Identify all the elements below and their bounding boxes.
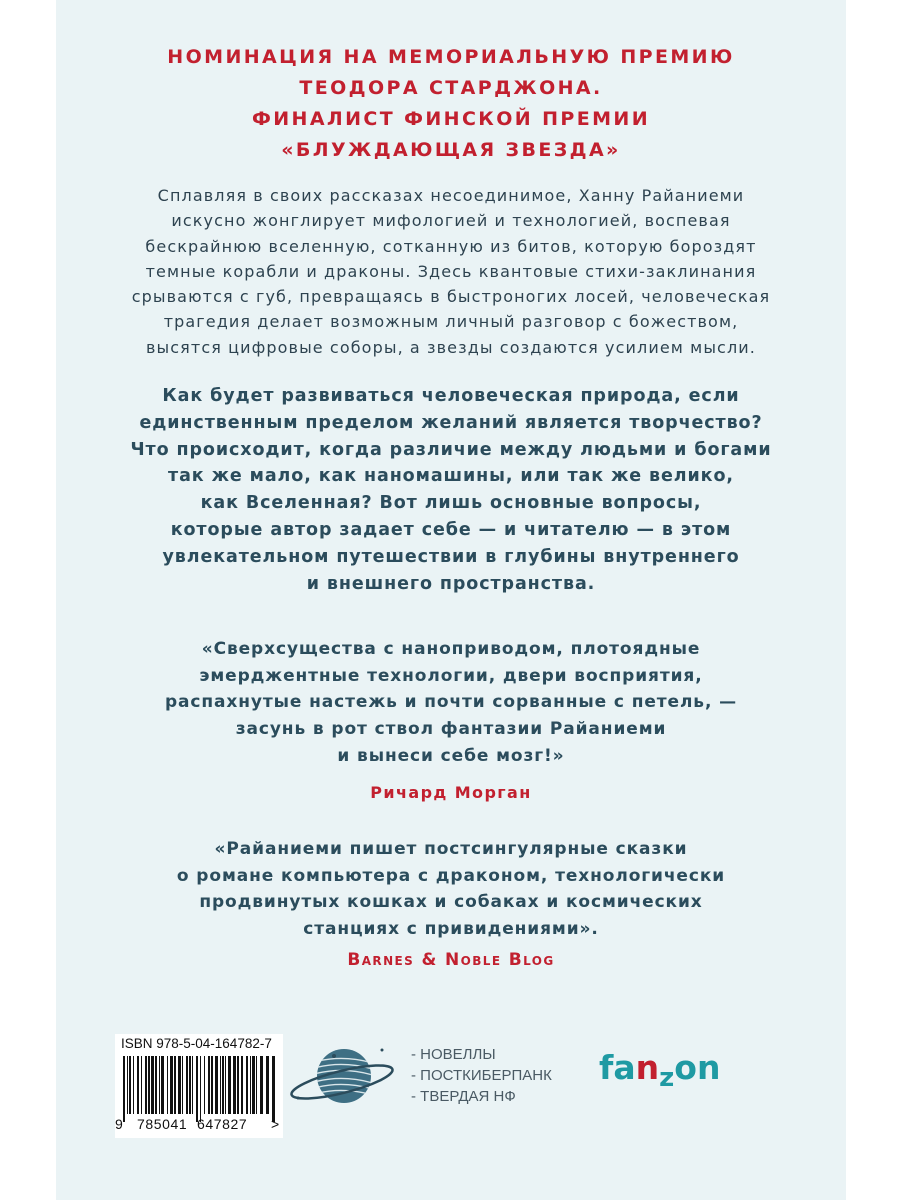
questions-line: Что происходит, когда различие между людьми и богами <box>130 439 772 460</box>
barcode-bar <box>129 1056 131 1114</box>
barcode-bar <box>127 1056 128 1114</box>
questions-line: которые автор задает себе — и читателю — в этом <box>170 519 732 540</box>
barcode-digit-end: > <box>271 1116 280 1132</box>
barcode-bar <box>155 1056 157 1114</box>
description-line: высятся цифровые соборы, а звезды создаются усилием мысли. <box>146 337 756 357</box>
quote-line: и вынеси себе мозг!» <box>337 745 565 766</box>
barcode-bar <box>246 1056 248 1114</box>
quote-line: продвинутых кошках и собаках и космических <box>199 892 703 913</box>
quote-line: станциях с привидениями». <box>303 919 599 940</box>
quote-line: «Райаниеми пишет постсингулярные сказки <box>214 839 688 859</box>
barcode-bar <box>222 1056 224 1114</box>
genre-item: - ПОСТКИБЕРПАНК <box>411 1067 552 1084</box>
barcode-bar <box>200 1056 201 1122</box>
genre-item: - НОВЕЛЛЫ <box>411 1046 496 1063</box>
barcode-bar <box>256 1056 257 1114</box>
barcode-bar <box>161 1056 164 1114</box>
barcode-bar <box>208 1056 210 1114</box>
logo-part: on <box>674 1048 721 1087</box>
award-line: НОМИНАЦИЯ НА МЕМОРИАЛЬНУЮ ПРЕМИЮ <box>167 46 735 68</box>
isbn-barcode <box>115 1034 283 1138</box>
questions-line: единственным пределом желаний является творчество? <box>139 412 763 433</box>
isbn-number: ISBN 978-5-04-164782-7 <box>121 1036 272 1051</box>
description-paragraph <box>56 183 846 360</box>
barcode-bar <box>137 1056 139 1114</box>
quote-author-barnes-noble: Barnes & Noble Blog <box>347 950 555 970</box>
barcode-bar <box>170 1056 173 1114</box>
fanzon-logo <box>599 1048 721 1093</box>
quote-line: «Сверхсущества с наноприводом, плотоядные <box>201 639 701 659</box>
barcode-bar <box>250 1056 251 1114</box>
review-quote-barnes-noble <box>56 836 846 943</box>
description-line: бескрайнюю вселенную, сотканную из битов, которую бороздят <box>145 236 757 256</box>
barcode-bar <box>204 1056 205 1114</box>
barcode-bar <box>237 1056 239 1114</box>
barcode-bar <box>241 1056 243 1114</box>
barcode-bar <box>225 1056 226 1114</box>
barcode-bar <box>211 1056 213 1114</box>
quote-line: засунь в рот ствол фантазии Райаниеми <box>235 719 667 740</box>
description-line: срываются с губ, превращаясь в быстроногих лосей, человеческая <box>131 287 771 307</box>
questions-paragraph <box>56 383 846 597</box>
quote-author-morgan: Ричард Морган <box>370 783 532 802</box>
barcode-bar <box>141 1056 142 1114</box>
genre-item: - ТВЕРДАЯ НФ <box>411 1088 516 1105</box>
barcode-digit-first: 9 <box>115 1116 124 1132</box>
barcode-bar <box>196 1056 198 1122</box>
description-line: Сплавляя в своих рассказах несоединимое, Ханну Райаниеми <box>157 186 745 205</box>
barcode-bar <box>148 1056 150 1114</box>
barcode-bar <box>266 1056 269 1114</box>
barcode-bar <box>252 1056 255 1114</box>
description-line: трагедия делает возможным личный разговор с божеством, <box>163 312 739 332</box>
barcode-bar <box>233 1056 236 1114</box>
barcode-bar <box>192 1056 193 1114</box>
questions-line: как Вселенная? Вот лишь основные вопросы, <box>200 493 702 514</box>
saturn-planet-icon <box>286 1038 398 1116</box>
barcode-bar <box>260 1056 263 1114</box>
barcode-bar <box>228 1056 231 1114</box>
barcode-bar <box>174 1056 176 1114</box>
quote-line: о романе компьютера с драконом, технологически <box>176 865 726 886</box>
barcode-bar <box>182 1056 183 1114</box>
book-back-cover <box>56 0 846 1200</box>
barcode-bar <box>133 1056 134 1114</box>
questions-line: так же мало, как наномашины, или так же велико, <box>168 466 734 487</box>
award-line: «БЛУЖДАЮЩАЯ ЗВЕЗДА» <box>281 139 621 161</box>
barcode-bar <box>123 1056 125 1122</box>
barcode-bar <box>167 1056 168 1114</box>
barcode-digits-right: 647827 <box>197 1116 248 1132</box>
description-line: искусно жонглирует мифологией и технологией, воспевая <box>171 211 731 231</box>
barcode-bar <box>145 1056 147 1114</box>
quote-line: эмерджентные технологии, двери восприятия, <box>199 665 703 686</box>
logo-part: z <box>659 1063 675 1093</box>
award-line: ТЕОДОРА СТАРДЖОНА. <box>299 77 603 99</box>
quote-line: распахнутые настежь и почти сорванные с петель, — <box>164 692 738 713</box>
review-quote-morgan <box>56 636 846 770</box>
barcode-bar <box>220 1056 221 1114</box>
barcode-bar <box>178 1056 181 1114</box>
barcode-bar <box>186 1056 188 1114</box>
barcode-digits-left: 785041 <box>137 1116 188 1132</box>
genre-list <box>411 1044 552 1107</box>
barcode-bar <box>215 1056 218 1114</box>
award-line: ФИНАЛИСТ ФИНСКОЙ ПРЕМИИ <box>251 108 651 130</box>
questions-line: и внешнего пространства. <box>306 573 596 594</box>
barcode-bar <box>159 1056 160 1114</box>
award-heading <box>56 42 846 166</box>
logo-part: n <box>635 1048 660 1087</box>
questions-line: увлекательном путешествии в глубины внутреннего <box>162 546 740 567</box>
logo-part: fa <box>599 1048 636 1087</box>
barcode-bar <box>189 1056 191 1114</box>
description-line: темные корабли и драконы. Здесь квантовые стихи-заклинания <box>145 261 757 281</box>
barcode-bar <box>272 1056 275 1122</box>
questions-line: Как будет развиваться человеческая природа, если <box>162 386 740 406</box>
barcode-bar <box>151 1056 154 1114</box>
